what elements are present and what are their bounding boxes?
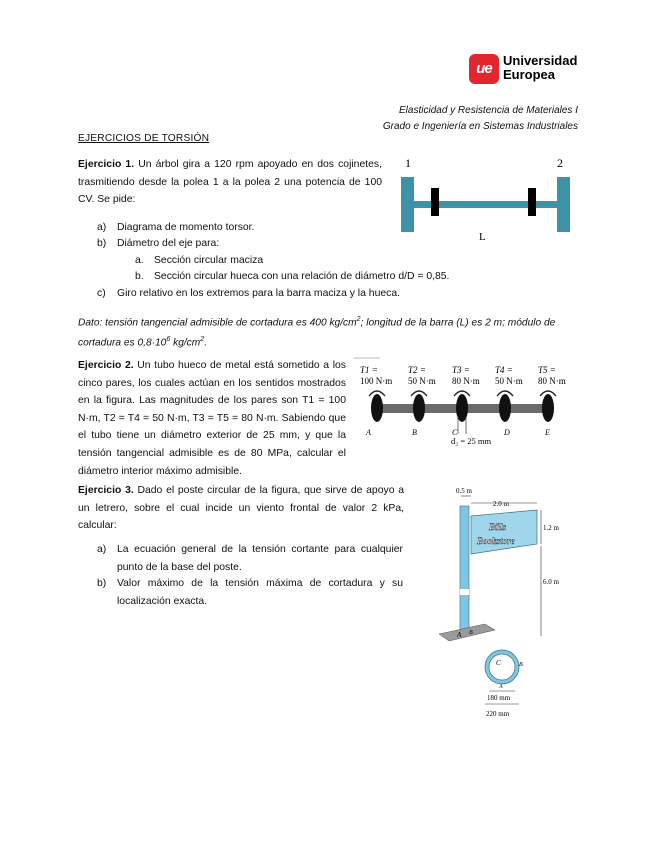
sup: 6 xyxy=(166,335,171,343)
item-text: Giro relativo en los extremos para la barra maciza y la hueca. xyxy=(117,288,400,299)
torque-label-1: T1 = xyxy=(360,365,378,375)
exercise-1-label: Ejercicio 1. xyxy=(78,159,135,170)
bearing-right xyxy=(528,188,536,216)
item-text: Sección circular hueca con una relación de diámetro d/D = 0,85. xyxy=(154,271,450,282)
course-info xyxy=(383,103,578,134)
point-b: B xyxy=(412,428,417,437)
university-name xyxy=(503,54,577,82)
logo-line-1: Universidad xyxy=(503,53,578,68)
section-inner xyxy=(489,654,515,680)
sign-board xyxy=(471,510,537,554)
exercise-3-text: Dado el poste circular de la figura, que sirve de apoyo a un letrero, sobre el cual incide un viento frontal de valor 2 kPa, calcular: xyxy=(78,485,404,532)
pulley-1 xyxy=(401,177,414,232)
exercise-1-data: Dato: tensión tangencial admisible de cortadura es 400 $kg/cm^2$; longitud de la barra (L) es 2 m; módulo de cortadura es $0,8\cdot 10^6$ $kg/cm^2$. xyxy=(78,316,556,349)
item-marker: b) xyxy=(97,578,107,589)
course-title: Elasticidad y Resistencia de Materiales I xyxy=(399,105,578,116)
exercise-1-text: Un árbol gira a 120 rpm apoyado en dos cojinetes, trasmitiendo desde la polea 1 a la polea 2 una potencia de 100 CV. Se pide: xyxy=(78,159,382,206)
section-title: EJERCICIOS DE TORSIÓN xyxy=(78,133,210,144)
university-logo-icon: ue xyxy=(469,54,499,84)
diameter-label: d₂ = 25 mm xyxy=(451,436,492,446)
dim-top-left: 0.5 m xyxy=(456,487,472,495)
item-text: Diámetro del eje para: xyxy=(117,238,220,249)
exercise-3-statement xyxy=(78,482,404,535)
data-text-a: Dato: tensión tangencial admisible de cortadura es 400 kg/cm xyxy=(78,317,357,329)
torque-value-1: 100 N·m xyxy=(360,376,393,386)
point-e: E xyxy=(545,428,550,437)
exercise-3-item-b xyxy=(97,575,403,610)
data-text-b: ; longitud de la barra (L) es 2 m; módulo de cortadura es 0,8·10 xyxy=(78,317,556,349)
exercise-2-label: Ejercicio 2. xyxy=(78,360,134,371)
sign-line-1: Bills xyxy=(489,522,507,532)
pulley-2-label: 2 xyxy=(557,156,563,170)
torque-label-5: T5 = xyxy=(538,365,556,375)
section-point-c: C xyxy=(496,659,501,667)
exercise-2-text: Un tubo hueco de metal está sometido a los cinco pares, los cuales actúan en los sentidos mostrados en la figura. Las magnitudes de los pares son T1 = 100 N·m, T2 = T4 = 50 N·m, T3 = T5 = 80 N·m. Sabiendo que el tubo tiene un diámetro exterior de 25 mm, y que la tensión tangencial admisible es de 80 MPa, calcular el diámetro interior máximo admisible. xyxy=(78,360,346,477)
item-text: Valor máximo de la tensión máxima de cortadura y su localización exacta. xyxy=(117,578,403,607)
sup: 2 xyxy=(356,316,361,323)
item-marker: c) xyxy=(97,288,106,299)
section-point-a: A xyxy=(499,684,503,690)
item-marker: a) xyxy=(97,222,107,233)
inner-diameter: 180 mm xyxy=(487,694,511,702)
data-text-c: kg/cm xyxy=(170,337,201,349)
torque-value-5: 80 N·m xyxy=(538,376,566,386)
dim-sign-height: 1.2 m xyxy=(543,524,559,532)
sign-line-2: Bookstore xyxy=(477,536,515,546)
pole-break xyxy=(460,589,469,595)
disk-e xyxy=(542,394,554,422)
base-point-a: A xyxy=(457,631,462,639)
sign-post-figure xyxy=(425,484,580,720)
bearing-left xyxy=(431,188,439,216)
disk-d xyxy=(499,394,511,422)
shaft-pulley-figure xyxy=(395,150,585,245)
dim-top-width: 2.0 m xyxy=(493,500,509,508)
disk-a xyxy=(371,394,383,422)
pulley-1-label: 1 xyxy=(405,156,411,170)
item-text: Diagrama de momento torsor. xyxy=(117,222,255,233)
point-d: D xyxy=(504,428,510,437)
exercise-3-item-a xyxy=(97,541,403,576)
logo-line-2: Europea xyxy=(503,67,556,82)
pulley-2 xyxy=(557,177,570,232)
exercise-3-label: Ejercicio 3. xyxy=(78,485,134,496)
point-c: C xyxy=(452,428,458,437)
exercise-2-statement xyxy=(78,357,346,480)
section-point-b: B xyxy=(519,662,523,668)
torque-label-4: T4 = xyxy=(495,365,513,375)
disk-b xyxy=(413,394,425,422)
point-a: A xyxy=(366,428,371,437)
torque-value-2: 50 N·m xyxy=(408,376,436,386)
item-text: La ecuación general de la tensión cortante para cualquier punto de la base del poste. xyxy=(117,544,403,573)
torque-label-3: T3 = xyxy=(452,365,470,375)
length-label: L xyxy=(479,231,486,243)
torque-label-2: T2 = xyxy=(408,365,426,375)
item-marker: a) xyxy=(97,544,107,555)
item-marker: b) xyxy=(97,238,107,249)
dim-pole-height: 6.0 m xyxy=(543,578,559,586)
pole xyxy=(460,506,469,636)
outer-diameter: 220 mm xyxy=(486,710,510,718)
sup: 2 xyxy=(200,335,205,343)
torque-value-3: 80 N·m xyxy=(452,376,480,386)
torque-value-4: 50 N·m xyxy=(495,376,523,386)
item-text: Sección circular maciza xyxy=(154,255,264,266)
item-marker: b. xyxy=(135,271,144,282)
item-marker: a. xyxy=(135,255,144,266)
exercise-1-statement xyxy=(78,156,382,209)
torque-tube-figure xyxy=(352,356,582,448)
degree-title: Grado e Ingeniería en Sistemas Industriales xyxy=(382,120,578,132)
base-point-b: B xyxy=(469,630,473,636)
